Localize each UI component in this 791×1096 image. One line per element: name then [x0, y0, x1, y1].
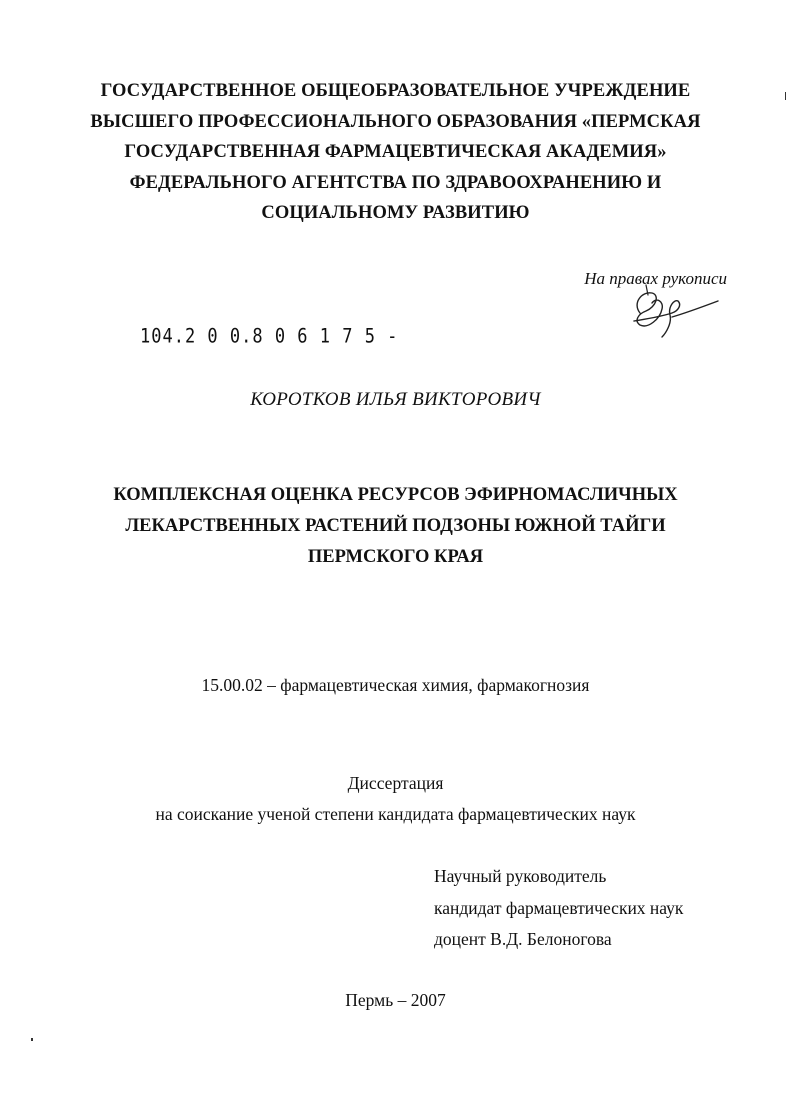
dissertation-degree: на соискание ученой степени кандидата фармацевтических наук — [155, 804, 636, 824]
title-line-2: ЛЕКАРСТВЕННЫХ РАСТЕНИЙ ПОДЗОНЫ ЮЖНОЙ ТАЙГИ — [125, 516, 666, 536]
supervisor-degree: кандидат фармацевтических наук — [434, 897, 684, 918]
institution-header — [60, 76, 731, 229]
dissertation-title — [60, 480, 731, 573]
institution-line-3: ГОСУДАРСТВЕННАЯ ФАРМАЦЕВТИЧЕСКАЯ АКАДЕМИЯ» — [124, 142, 667, 162]
supervisor-name: доцент В.Д. Белоногова — [434, 929, 612, 949]
institution-line-2: ВЫСШЕГО ПРОФЕССИОНАЛЬНОГО ОБРАЗОВАНИЯ «ПЕРМСКАЯ — [90, 111, 701, 132]
supervisor-block — [434, 861, 683, 956]
title-line-1: КОМПЛЕКСНАЯ ОЦЕНКА РЕСУРСОВ ЭФИРНОМАСЛИЧНЫХ — [113, 485, 678, 505]
dissertation-info — [0, 768, 791, 830]
manuscript-rights-note: На правах рукописи — [584, 269, 727, 288]
supervisor-role: Научный руководитель — [434, 866, 607, 886]
institution-line-5: СОЦИАЛЬНОМУ РАЗВИТИЮ — [261, 203, 530, 223]
registration-stamp: 104.2 0 0.8 0 6 1 7 5 - — [140, 325, 399, 348]
scan-artifact-mark — [785, 92, 786, 100]
scan-artifact-dot — [31, 1038, 33, 1041]
institution-line-1: ГОСУДАРСТВЕННОЕ ОБЩЕОБРАЗОВАТЕЛЬНОЕ УЧРЕЖДЕНИЕ — [100, 81, 691, 101]
specialty-code: 15.00.02 – фармацевтическая химия, фармакогнозия — [201, 675, 590, 695]
author-name: КОРОТКОВ ИЛЬЯ ВИКТОРОВИЧ — [250, 389, 541, 410]
place-and-year: Пермь – 2007 — [345, 990, 446, 1010]
handwritten-signature — [626, 283, 726, 341]
dissertation-type: Диссертация — [347, 773, 444, 793]
institution-line-4: ФЕДЕРАЛЬНОГО АГЕНТСТВА ПО ЗДРАВООХРАНЕНИЮ И — [129, 172, 662, 193]
title-line-3: ПЕРМСКОГО КРАЯ — [307, 547, 484, 567]
